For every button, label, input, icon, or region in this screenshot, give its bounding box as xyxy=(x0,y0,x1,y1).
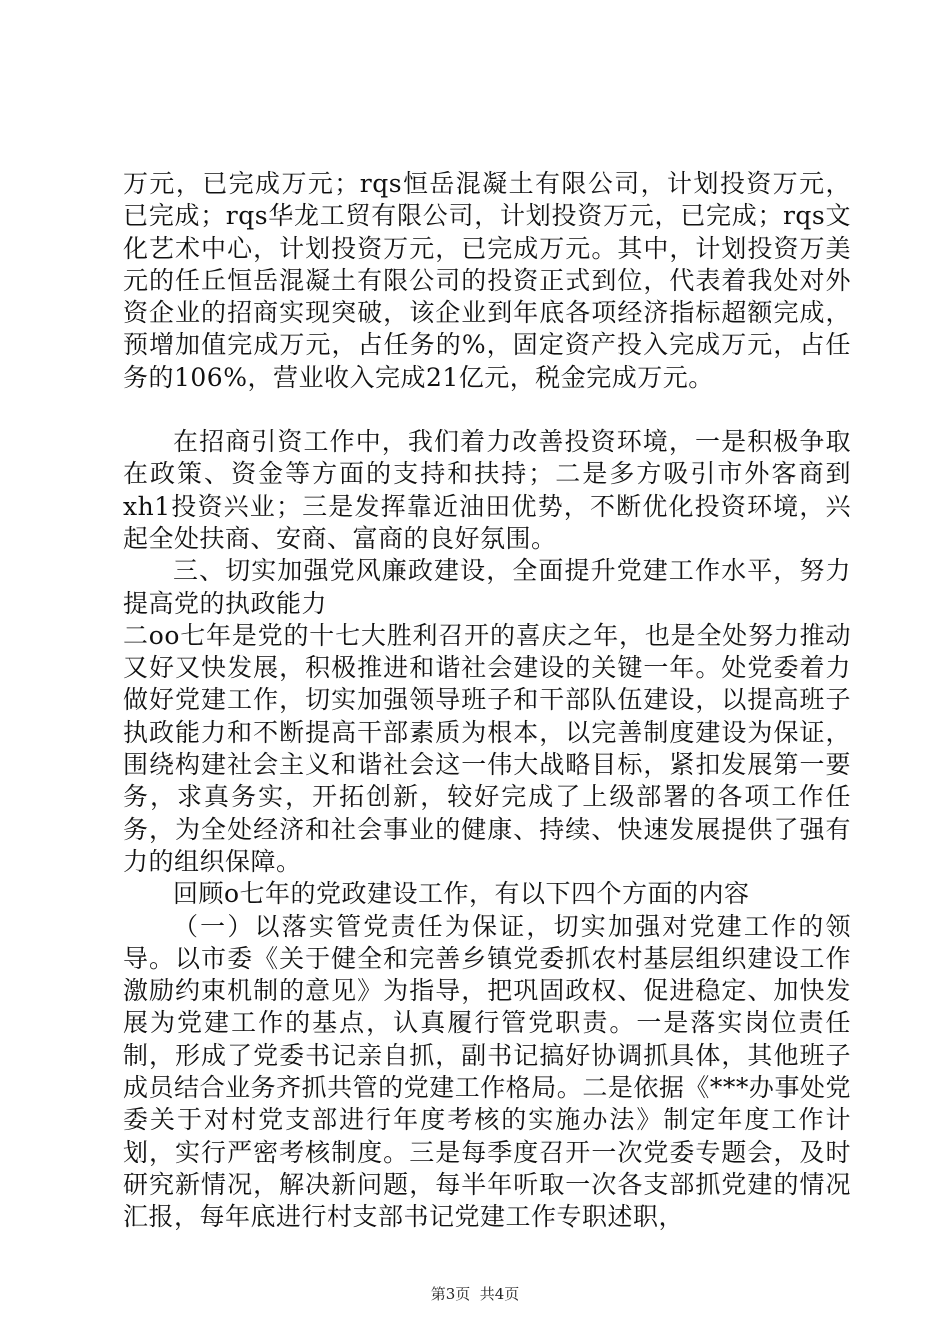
page-number-footer: 第3页 共4页 xyxy=(430,1285,520,1303)
paragraph-review-intro: 回顾o七年的党政建设工作，有以下四个方面的内容 xyxy=(173,879,750,909)
paragraph-party-work-2007: 二oo七年是党的十七大胜利召开的喜庆之年，也是全处努力推动又好又快发展，积极推进和谐社会建设的关键一年。处党委着力做好党建工作，切实加强领导班子和干部队伍建设，以提高班子执政能力和不断提高干部素质为根本，以完善制度建设为保证，围绕构建社会主义和谐社会这一伟大战略目标，紧扣发展第一要务，求真务实，开拓创新，较好完成了上级部署的各项工作任务，为全处经济和社会事业的健康、持续、快速发展提供了强有力的组织保障。 xyxy=(123,620,851,876)
paragraph-gap xyxy=(123,394,851,426)
paragraph-responsibility: （一）以落实管党责任为保证，切实加强对党建工作的领导。以市委《关于健全和完善乡镇党委抓农村基层组织建设工作激励约束机制的意见》为指导，把巩固政权、促进稳定、加快发展为党建工作的基点，认真履行管党职责。一是落实岗位责任制，形成了党委书记亲自抓，副书记搞好协调抓具体，其他班子成员结合业务齐抓共管的党建工作格局。二是依据《***办事处党委关于对村党支部进行年度考核的实施办法》制定年度工作计划，实行严密考核制度。三是每季度召开一次党委专题会，及时研究新情况，解决新问题，每半年听取一次各支部抓党建的情况汇报，每年底进行村支部书记党建工作专职述职， xyxy=(123,911,851,1232)
paragraph-investment-summary: 万元，已完成万元；rqs恒岳混凝土有限公司，计划投资万元，已完成；rqs华龙工贸有限公司，计划投资万元，已完成；rqs文化艺术中心，计划投资万元，已完成万元。其中，计划投资万美元的任丘恒岳混凝土有限公司的投资正式到位，代表着我处对外资企业的招商实现突破，该企业到年底各项经济指标超额完成，预增加值完成万元，占任务的%，固定资产投入完成万元，占任务的106%，营业收入完成21亿元，税金完成万元。 xyxy=(123,169,851,392)
document-body xyxy=(123,168,851,1234)
paragraph-investment-environment: 在招商引资工作中，我们着力改善投资环境，一是积极争取在政策、资金等方面的支持和扶持；二是多方吸引市外客商到xh1投资兴业；三是发挥靠近油田优势，不断优化投资环境，兴起全处扶商、安商、富商的良好氛围。 xyxy=(123,427,851,553)
section-heading-party-building: 三、切实加强党风廉政建设，全面提升党建工作水平，努力提高党的执政能力 xyxy=(123,556,851,618)
